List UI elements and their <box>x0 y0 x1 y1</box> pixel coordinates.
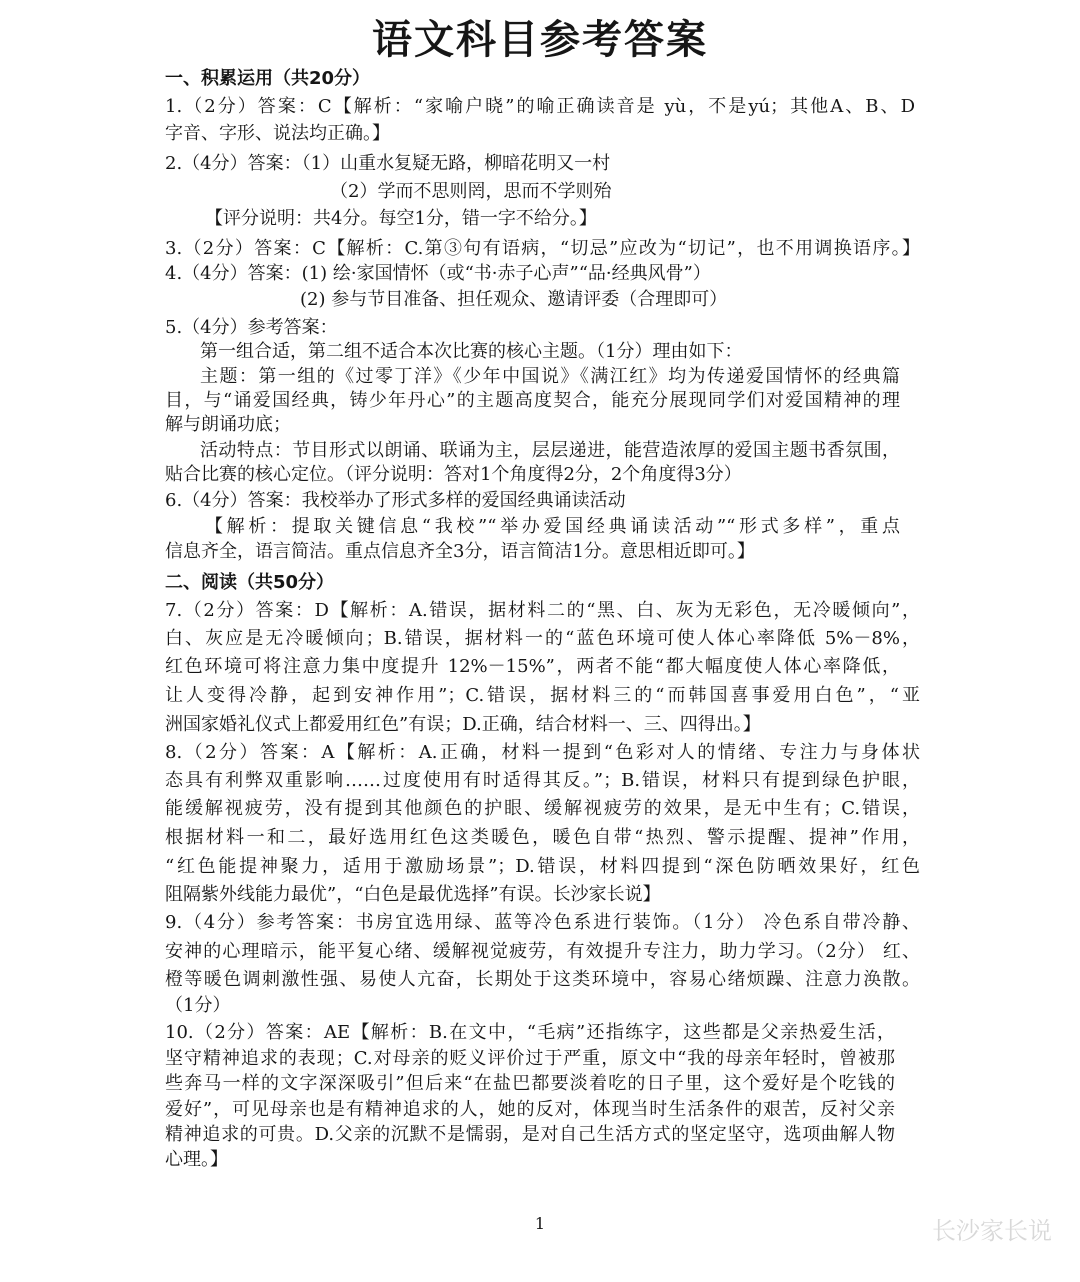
watermark: 长沙家长说 <box>932 1217 1052 1245</box>
text-line: （2）学而不思则罔，思而不学则殆 <box>330 181 612 202</box>
text-line: 1.（2分）答案：C【解析：“家喻户晓”的喻正确读音是 yù，不是yú；其他A、B、D <box>165 96 915 117</box>
text-line: 2.（4分）答案：（1）山重水复疑无路，柳暗花明又一村 <box>165 153 611 174</box>
text-line: 橙等暖色调刺激性强、易使人亢奋，长期处于这类环境中，容易心绪烦躁、注意力涣散。 <box>165 969 920 990</box>
text-line: 主题：第一组的《过零丁洋》《少年中国说》《满江红》均为传递爱国情怀的经典篇 <box>200 366 900 387</box>
text-line: 4.（4分）答案：(1) 绘·家国情怀（或“书·赤子心声”“品·经典风骨”） <box>165 263 711 284</box>
text-line: 安神的心理暗示，能平复心绪、缓解视觉疲劳，有效提升专注力，助力学习。（2分） 红、 <box>165 941 920 962</box>
text-line: 字音、字形、说法均正确。】 <box>165 123 390 144</box>
text-line: 爱好”，可见母亲也是有精神追求的人，她的反对，体现当时生活条件的艰苦，反衬父亲 <box>165 1099 895 1120</box>
text-line: 态具有利弊双重影响……过度使用有时适得其反。”；B.错误，材料只有提到绿色护眼， <box>165 770 920 791</box>
section-heading: 一、积累运用（共20分） <box>165 68 371 89</box>
text-line: 10.（2分）答案：AE【解析：B.在文中，“毛病”还指练字，这些都是父亲热爱生活， <box>165 1022 895 1043</box>
text-line: 5.（4分）参考答案： <box>165 317 338 338</box>
text-line: 心理。】 <box>165 1149 228 1170</box>
text-line: 9.（4分）参考答案：书房宜选用绿、蓝等冷色系进行装饰。（1分） 冷色系自带冷静、 <box>165 912 920 933</box>
document-title: 语文科目参考答案 <box>372 17 708 63</box>
text-line: (2) 参与节目准备、担任观众、邀请评委（合理即可） <box>300 289 728 310</box>
text-line: 目，与“诵爱国经典，铸少年丹心”的主题高度契合，能充分展现同学们对爱国精神的理 <box>165 390 900 411</box>
text-line: 精神追求的可贵。D.父亲的沉默不是懦弱，是对自己生活方式的坚定坚守，选项曲解人物 <box>165 1124 895 1145</box>
text-line: 3.（2分）答案：C【解析：C.第③句有语病，“切忌”应改为“切记”，也不用调换语序。】 <box>165 238 920 259</box>
text-line: 白、灰应是无冷暖倾向；B.错误，据材料一的“蓝色环境可使人体心率降低 5%－8%， <box>165 628 920 649</box>
text-line: 能缓解视疲劳，没有提到其他颜色的护眼、缓解视疲劳的效果，是无中生有；C.错误， <box>165 798 920 819</box>
text-line: 根据材料一和二，最好选用红色这类暖色，暖色自带“热烈、警示提醒、提神”作用， <box>165 827 920 848</box>
text-line: 活动特点：节目形式以朗诵、联诵为主，层层递进，能营造浓厚的爱国主题书香氛围， <box>200 440 900 461</box>
section-heading: 二、阅读（共50分） <box>165 572 335 593</box>
text-line: 8.（2分）答案：A【解析：A.正确，材料一提到“色彩对人的情绪、专注力与身体状 <box>165 742 920 763</box>
text-line: 阻隔紫外线能力最优”，“白色是最优选择”有误。长沙家长说】 <box>165 884 661 905</box>
text-line: 红色环境可将注意力集中度提升 12%－15%”，两者不能“都大幅度使人体心率降低， <box>165 656 900 677</box>
text-line: 坚守精神追求的表现；C.对母亲的贬义评价过于严重，原文中“我的母亲年轻时，曾被那 <box>165 1048 895 1069</box>
text-line: 6.（4分）答案：我校举办了形式多样的爱国经典诵读活动 <box>165 490 626 511</box>
text-line: 第一组合适，第二组不适合本次比赛的核心主题。（1分）理由如下： <box>200 341 743 362</box>
text-line: 【解析：提取关键信息“我校”“举办爱国经典诵读活动”“形式多样”，重点 <box>205 516 900 537</box>
text-line: 信息齐全，语言简洁。重点信息齐全3分，语言简洁1分。意思相近即可。】 <box>165 541 755 562</box>
text-line: 洲国家婚礼仪式上都爱用红色”有误；D.正确，结合材料一、三、四得出。】 <box>165 714 761 735</box>
text-line: 些奔马一样的文字深深吸引”但后来“在盐巴都要淡着吃的日子里，这个爱好是个吃钱的 <box>165 1073 895 1094</box>
text-line: 让人变得冷静，起到安神作用”；C.错误，据材料三的“而韩国喜事爱用白色”，“亚 <box>165 685 920 706</box>
page-number: 1 <box>534 1214 546 1233</box>
text-line: 贴合比赛的核心定位。（评分说明：答对1个角度得2分，2个角度得3分） <box>165 464 742 485</box>
text-line: “红色能提神聚力，适用于激励场景”；D.错误，材料四提到“深色防晒效果好，红色 <box>165 856 920 877</box>
text-line: （1分） <box>165 995 231 1016</box>
text-line: 【评分说明：共4分。每空1分，错一字不给分。】 <box>205 208 597 229</box>
text-line: 7.（2分）答案：D【解析：A.错误，据材料二的“黑、白、灰为无彩色，无冷暖倾向”， <box>165 600 920 621</box>
text-line: 解与朗诵功底； <box>165 414 291 435</box>
